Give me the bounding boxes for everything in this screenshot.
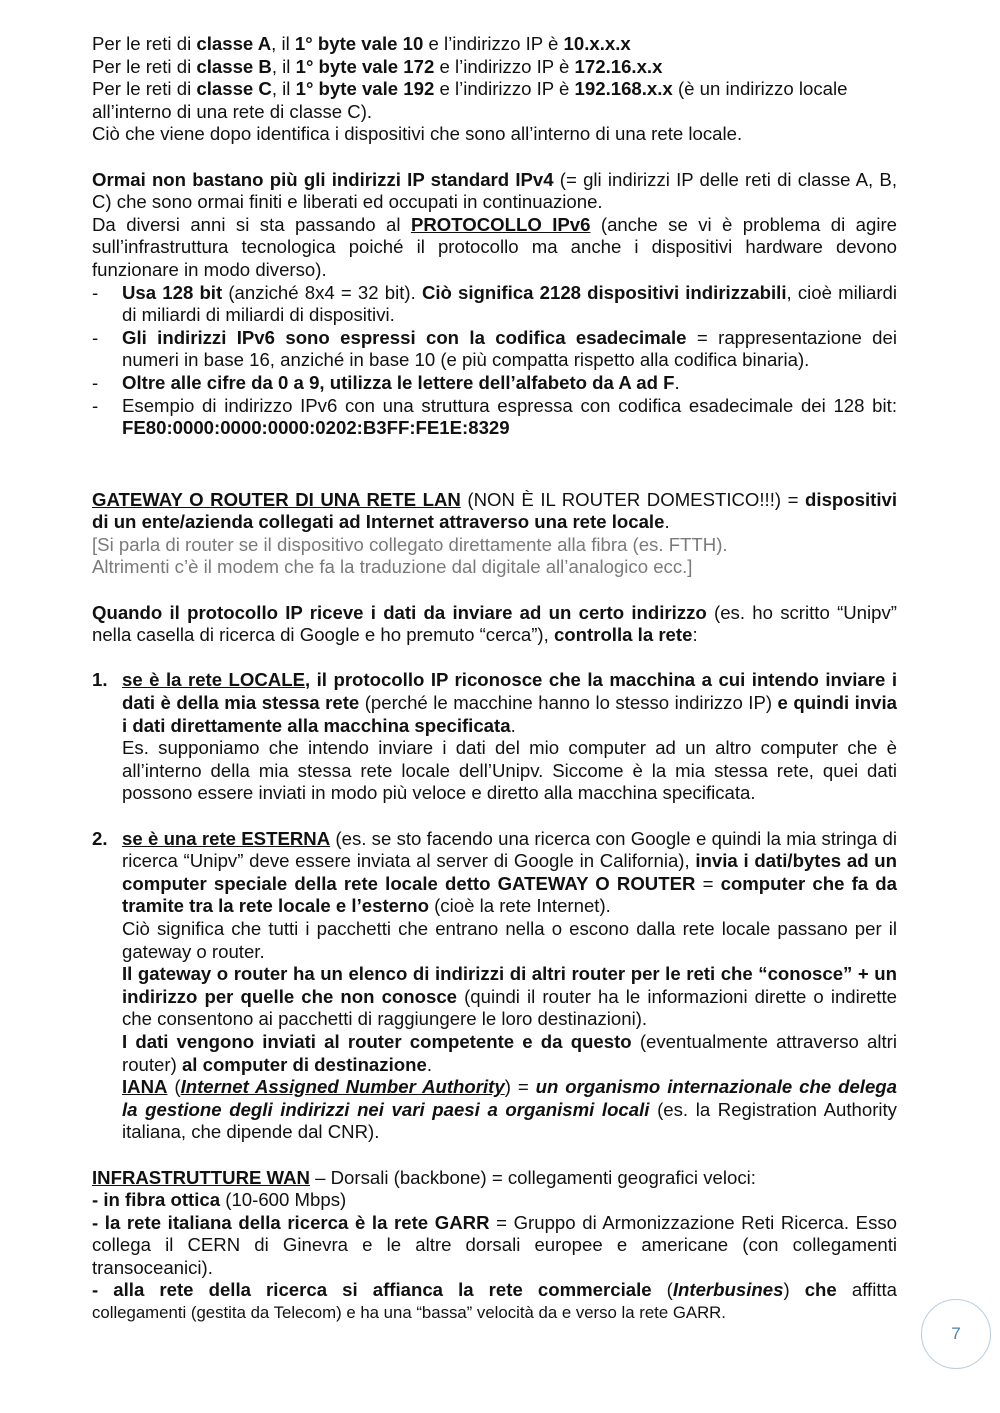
ip-protocol-intro: Quando il protocollo IP riceve i dati da inviare ad un certo indirizzo (es. ho scritto “Unipv” nella casella di ricerca di Google e ho premuto “cerca”), controlla la rete: [92, 601, 897, 646]
list-item-external: 2. se è una rete ESTERNA (es. se sto facendo una ricerca con Google e quindi la mia stringa di ricerca “Unipv” deve essere inviata al server di Google in California), invia i dati/bytes ad un computer speciale della rete locale detto GATEWAY O ROUTER = computer che fa da tramite tra la rete locale e l’esterno (cioè la rete Internet). Ciò significa che tutti i pacchetti che entrano nella o escono dalla rete locale passano per il gateway o router. Il gateway o router ha un elenco di indirizzi di altri router per le reti che “conosce” + un indirizzo per quelle che non conosce (quindi il router ha le informazioni dirette o indirette che consentono ai pacchetti di raggiungere le loro destinazioni). I dati vengono inviati al router competente e da questo (eventualmente attraverso altri router) al computer di destinazione. IANA (Internet Assigned Number Authority) = un organismo internazionale che delega la gestione degli indirizzi nei vari paesi a organismi locali (es. la Registration Authority italiana, che dipende dal CNR). [92, 827, 898, 1143]
wan-heading: INFRASTRUTTURE WAN [92, 1166, 310, 1188]
class-a-line: Per le reti di classe A, il 1° byte vale 10 e l’indirizzo IP è 10.x.x.x [92, 33, 631, 54]
gateway-note-line-1: [Si parla di router se il dispositivo collegato direttamente alla fibra (es. FTTH). [92, 533, 728, 555]
ipv6-paragraph: Da diversi anni si sta passando al PROTOCOLLO IPv6 (anche se vi è problema di agire sull’infrastruttura tecnologica poiché il protocollo ma anche i dispositivi hardware devono funzionare in modo diverso). [92, 213, 897, 280]
wan-garr-line: - la rete italiana della ricerca è la rete GARR = Gruppo di Armonizzazione Reti Ricerca. Esso collega il CERN di Ginevra e le altre dorsali europee e americane (con collegamenti transoceanici). [92, 1211, 898, 1278]
ipv4-paragraph: Ormai non bastano più gli indirizzi IP standard IPv4 (= gli indirizzi IP delle reti di classe A, B, C) che sono ormai finiti e liberati ed occupati in continuazione. [92, 168, 897, 213]
list-marker: 2. [92, 827, 108, 849]
local-devices-line: Ciò che viene dopo identifica i dispositivi che sono all’interno di una rete locale. [92, 123, 743, 145]
local-example: Es. supponiamo che intendo inviare i dati del mio computer ad un altro computer che è all’interno della mia stessa rete locale dell’Unipv. Siccome è la mia stessa rete, quei dati possono essere inviati in modo più veloce e diretto alla macchina specificata. [122, 737, 897, 804]
wan-commercial-note: collegamenti (gestita da Telecom) e ha una “bassa” velocità da e verso la rete GARR. [92, 1303, 726, 1323]
list-marker: 1. [92, 669, 108, 691]
ipv6-bullet-list [92, 282, 897, 440]
class-b-line: Per le reti di classe B, il 1° byte vale 172 e l’indirizzo IP è 172.16.x.x [92, 55, 663, 77]
list-item: - Gli indirizzi IPv6 sono espressi con la codifica esadecimale = rappresentazione dei numeri in base 16, anziché in base 10 (e più compatta rispetto alla codifica binaria). [92, 327, 897, 372]
gateway-definition: GATEWAY O ROUTER DI UNA RETE LAN (NON È IL ROUTER DOMESTICO!!!) = dispositivi di un ente/azienda collegati ad Internet attraverso una rete locale. [92, 488, 897, 533]
network-cases-list [92, 669, 897, 1143]
list-item: - Oltre alle cifre da 0 a 9, utilizza le lettere dell’alfabeto da A ad F. [92, 372, 897, 395]
wan-commercial-line: - alla rete della ricerca si affianca la rete commerciale (Interbusines) che affitta [92, 1279, 897, 1301]
list-item-local: 1. se è la rete LOCALE, il protocollo IP riconosce che la macchina a cui intendo inviare i dati è della mia stessa rete (perché le macchine hanno lo stesso indirizzo IP) e quindi invia i dati direttamente alla macchina specificata. Es. supponiamo che intendo inviare i dati del mio computer ad un altro computer che è all’interno della mia stessa rete locale dell’Unipv. Siccome è la mia stessa rete, quei dati possono essere inviati in modo più veloce e diretto alla macchina specificata. [92, 669, 897, 804]
wan-heading-line: INFRASTRUTTURE WAN – Dorsali (backbone) = collegamenti geografici veloci: [92, 1166, 756, 1188]
ipv6-example-address: FE80:0000:0000:0000:0202:B3FF:FE1E:8329 [122, 417, 510, 439]
wan-fiber-line: - in fibra ottica (10-600 Mbps) [92, 1189, 347, 1211]
iana-paragraph: IANA (Internet Assigned Number Authority) = un organismo internazionale che delega la gestione degli indirizzi nei vari paesi a organismi locali (es. la Registration Authority italiana, che dipende dal CNR). [122, 1076, 898, 1143]
gateway-heading: GATEWAY O ROUTER DI UNA RETE LAN [92, 488, 461, 510]
gateway-note-line-2: Altrimenti c’è il modem che fa la traduzione dal digitale all’analogico ecc.] [92, 556, 693, 578]
list-item: - Usa 128 bit (anziché 8x4 = 32 bit). Ciò significa 2128 dispositivi indirizzabili, cioè miliardi di miliardi di miliardi di dispositivi. [92, 282, 897, 327]
list-item: - Esempio di indirizzo IPv6 con una struttura espressa con codifica esadecimale dei 128 bit: FE80:0000:0000:0000:0202:B3FF:FE1E:8329 [92, 395, 897, 440]
page-number-badge: 7 [921, 1299, 991, 1369]
ipv6-heading: PROTOCOLLO IPv6 [410, 213, 591, 235]
document-page [92, 33, 897, 1325]
class-c-line: Per le reti di classe C, il 1° byte vale 192 e l’indirizzo IP è 192.168.x.x (è un indirizzo locale all’interno di una rete di classe C). [92, 78, 848, 122]
